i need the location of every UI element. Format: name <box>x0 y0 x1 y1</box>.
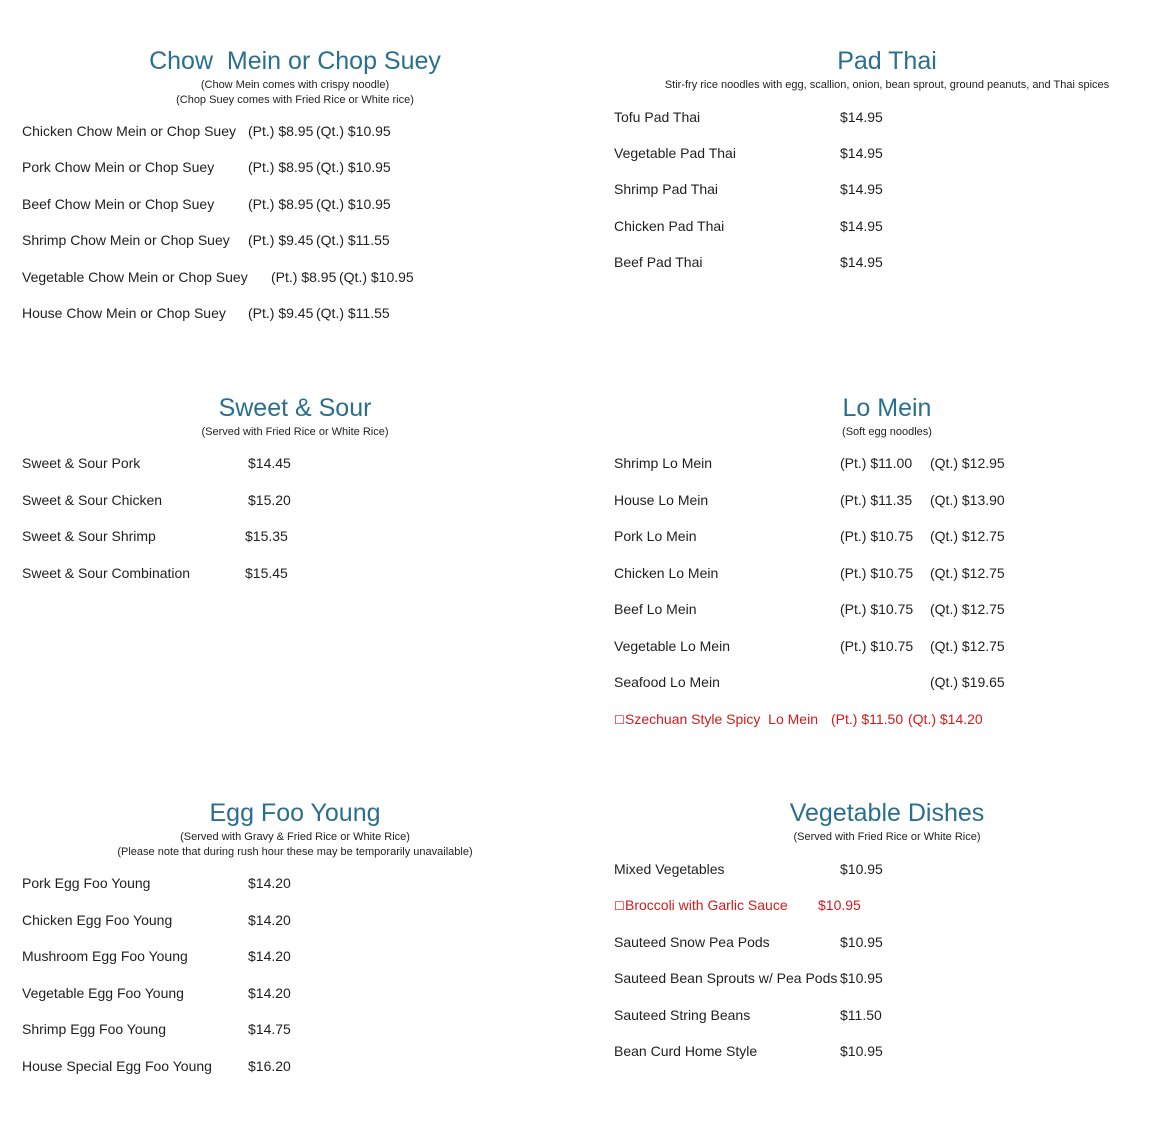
pint-price: (Pt.) $8.95 <box>271 269 337 285</box>
egg-foo-young-subtitle-1: (Served with Gravy & Fried Rice or White Rice) <box>180 831 410 843</box>
item-price: $14.20 <box>248 875 291 891</box>
item-name: Chicken Chow Mein or Chop Suey <box>22 123 236 139</box>
item-price: $14.75 <box>248 1021 291 1037</box>
item-name: Mixed Vegetables <box>614 861 725 877</box>
quart-price: (Qt.) $10.95 <box>316 123 391 139</box>
pad-thai-title: Pad Thai <box>837 47 937 75</box>
egg-foo-young-title: Egg Foo Young <box>209 799 381 827</box>
item-name: Shrimp Pad Thai <box>614 181 719 197</box>
menu-item <box>614 1042 883 1114</box>
item-price: $10.95 <box>840 970 883 986</box>
item-price: $14.95 <box>840 254 883 270</box>
pint-price: (Pt.) $11.00 <box>840 455 913 471</box>
item-name: Szechuan Style Spicy Lo Mein <box>625 711 818 727</box>
item-price: $14.20 <box>248 912 291 928</box>
item-price: $11.50 <box>840 1007 882 1023</box>
spicy-marker-icon: ☐ <box>614 899 625 913</box>
item-name: Vegetable Lo Mein <box>614 638 730 654</box>
item-price: $14.95 <box>840 218 883 234</box>
item-price: $10.95 <box>840 861 883 877</box>
item-name: House Chow Mein or Chop Suey <box>22 305 226 321</box>
item-price: $14.20 <box>248 985 291 1001</box>
pad-thai-section <box>614 46 1160 286</box>
pint-price: (Pt.) $8.95 <box>248 196 314 212</box>
item-name: Sweet & Sour Combination <box>22 565 191 581</box>
item-name: Pork Egg Foo Young <box>22 875 151 891</box>
item-name: Chicken Egg Foo Young <box>22 912 173 928</box>
quart-price: (Qt.) $14.20 <box>908 711 983 727</box>
quart-price: (Qt.) $10.95 <box>316 196 391 212</box>
pint-price: (Pt.) $10.75 <box>840 601 914 617</box>
chow-mein-subtitle-1: (Chow Mein comes with crispy noodle) <box>200 79 390 91</box>
quart-price: (Qt.) $10.95 <box>316 159 391 175</box>
pad-thai-subtitle: Stir-fry rice noodles with egg, scallion, onion, bean sprout, ground peanuts, and Thai spices <box>664 79 1110 91</box>
item-price: $14.95 <box>840 181 883 197</box>
pint-price: (Pt.) $11.50 <box>831 711 904 727</box>
item-price: $14.95 <box>840 109 883 125</box>
item-name: Beef Pad Thai <box>614 254 703 270</box>
chow-mein-title: Chow Mein or Chop Suey <box>149 47 441 75</box>
item-name: Sauteed Bean Sprouts w/ Pea Pods <box>614 970 838 986</box>
egg-foo-young-section <box>22 798 568 1083</box>
item-name: Chicken Pad Thai <box>614 218 725 234</box>
menu-item <box>614 253 883 325</box>
item-name: Bean Curd Home Style <box>614 1043 758 1059</box>
pint-price: (Pt.) $8.95 <box>248 159 314 175</box>
pint-price: (Pt.) $10.75 <box>840 638 914 654</box>
item-name: Pork Chow Mein or Chop Suey <box>22 159 215 175</box>
pint-price: (Pt.) $9.45 <box>248 305 314 321</box>
quart-price: (Qt.) $11.55 <box>316 232 390 248</box>
menu-item <box>22 564 288 636</box>
item-name: Vegetable Egg Foo Young <box>22 985 184 1001</box>
item-name: Shrimp Lo Mein <box>614 455 713 471</box>
item-name: Sauteed Snow Pea Pods <box>614 934 770 950</box>
lo-mein-subtitle: (Soft egg noodles) <box>842 426 932 438</box>
item-price: $16.20 <box>248 1058 291 1074</box>
chow-mein-subtitle-2: (Chop Suey comes with Fried Rice or White rice) <box>176 94 414 106</box>
quart-price: (Qt.) $11.55 <box>316 305 390 321</box>
spicy-marker-icon: ☐ <box>614 713 625 727</box>
item-name: Tofu Pad Thai <box>614 109 701 125</box>
sweet-sour-section <box>22 393 568 593</box>
item-name: Mushroom Egg Foo Young <box>22 948 188 964</box>
item-name: Shrimp Egg Foo Young <box>22 1021 166 1037</box>
lo-mein-section <box>614 393 1160 743</box>
item-name: Shrimp Chow Mein or Chop Suey <box>22 232 230 248</box>
item-name: House Special Egg Foo Young <box>22 1058 212 1074</box>
quart-price: (Qt.) $10.95 <box>339 269 414 285</box>
item-name: Beef Chow Mein or Chop Suey <box>22 196 215 212</box>
quart-price: (Qt.) $19.65 <box>930 674 1005 690</box>
pint-price: (Pt.) $10.75 <box>840 565 914 581</box>
item-price: $15.20 <box>248 492 291 508</box>
menu-item <box>22 304 390 394</box>
quart-price: (Qt.) $13.90 <box>930 492 1005 508</box>
pint-price: (Pt.) $9.45 <box>248 232 314 248</box>
item-name: Vegetable Pad Thai <box>614 145 736 161</box>
item-price: $10.95 <box>840 1043 883 1059</box>
vegetable-dishes-section <box>614 798 1160 1078</box>
vegetable-dishes-subtitle: (Served with Fried Rice or White Rice) <box>793 831 981 843</box>
quart-price: (Qt.) $12.75 <box>930 528 1005 544</box>
item-name: Sweet & Sour Pork <box>22 455 141 471</box>
menu-item <box>22 1057 291 1129</box>
item-price: $15.35 <box>245 528 288 544</box>
sweet-sour-subtitle: (Served with Fried Rice or White Rice) <box>201 426 389 438</box>
item-price: $10.95 <box>840 934 883 950</box>
quart-price: (Qt.) $12.95 <box>930 455 1005 471</box>
sweet-sour-title: Sweet & Sour <box>218 394 372 422</box>
item-name: Sweet & Sour Chicken <box>22 492 163 508</box>
item-name: Chicken Lo Mein <box>614 565 719 581</box>
quart-price: (Qt.) $12.75 <box>930 638 1005 654</box>
item-name: Seafood Lo Mein <box>614 674 720 690</box>
item-price: $14.95 <box>840 145 883 161</box>
pint-price: (Pt.) $10.75 <box>840 528 914 544</box>
item-price: $10.95 <box>818 897 861 913</box>
item-price: $14.20 <box>248 948 291 964</box>
lo-mein-title: Lo Mein <box>842 394 932 422</box>
item-name: Broccoli with Garlic Sauce <box>625 897 788 913</box>
item-name: Vegetable Chow Mein or Chop Suey <box>22 269 248 285</box>
item-name: Beef Lo Mein <box>614 601 697 617</box>
item-name: Sweet & Sour Shrimp <box>22 528 156 544</box>
pint-price: (Pt.) $11.35 <box>840 492 913 508</box>
item-price: $15.45 <box>245 565 288 581</box>
quart-price: (Qt.) $12.75 <box>930 601 1005 617</box>
chow-mein-section <box>22 46 568 336</box>
item-name: House Lo Mein <box>614 492 709 508</box>
item-price: $14.45 <box>248 455 291 471</box>
item-name: Sauteed String Beans <box>614 1007 751 1023</box>
quart-price: (Qt.) $12.75 <box>930 565 1005 581</box>
pint-price: (Pt.) $8.95 <box>248 123 314 139</box>
egg-foo-young-subtitle-2: (Please note that during rush hour these may be temporarily unavailable) <box>117 846 473 858</box>
vegetable-dishes-title: Vegetable Dishes <box>789 799 985 827</box>
item-name: Pork Lo Mein <box>614 528 697 544</box>
